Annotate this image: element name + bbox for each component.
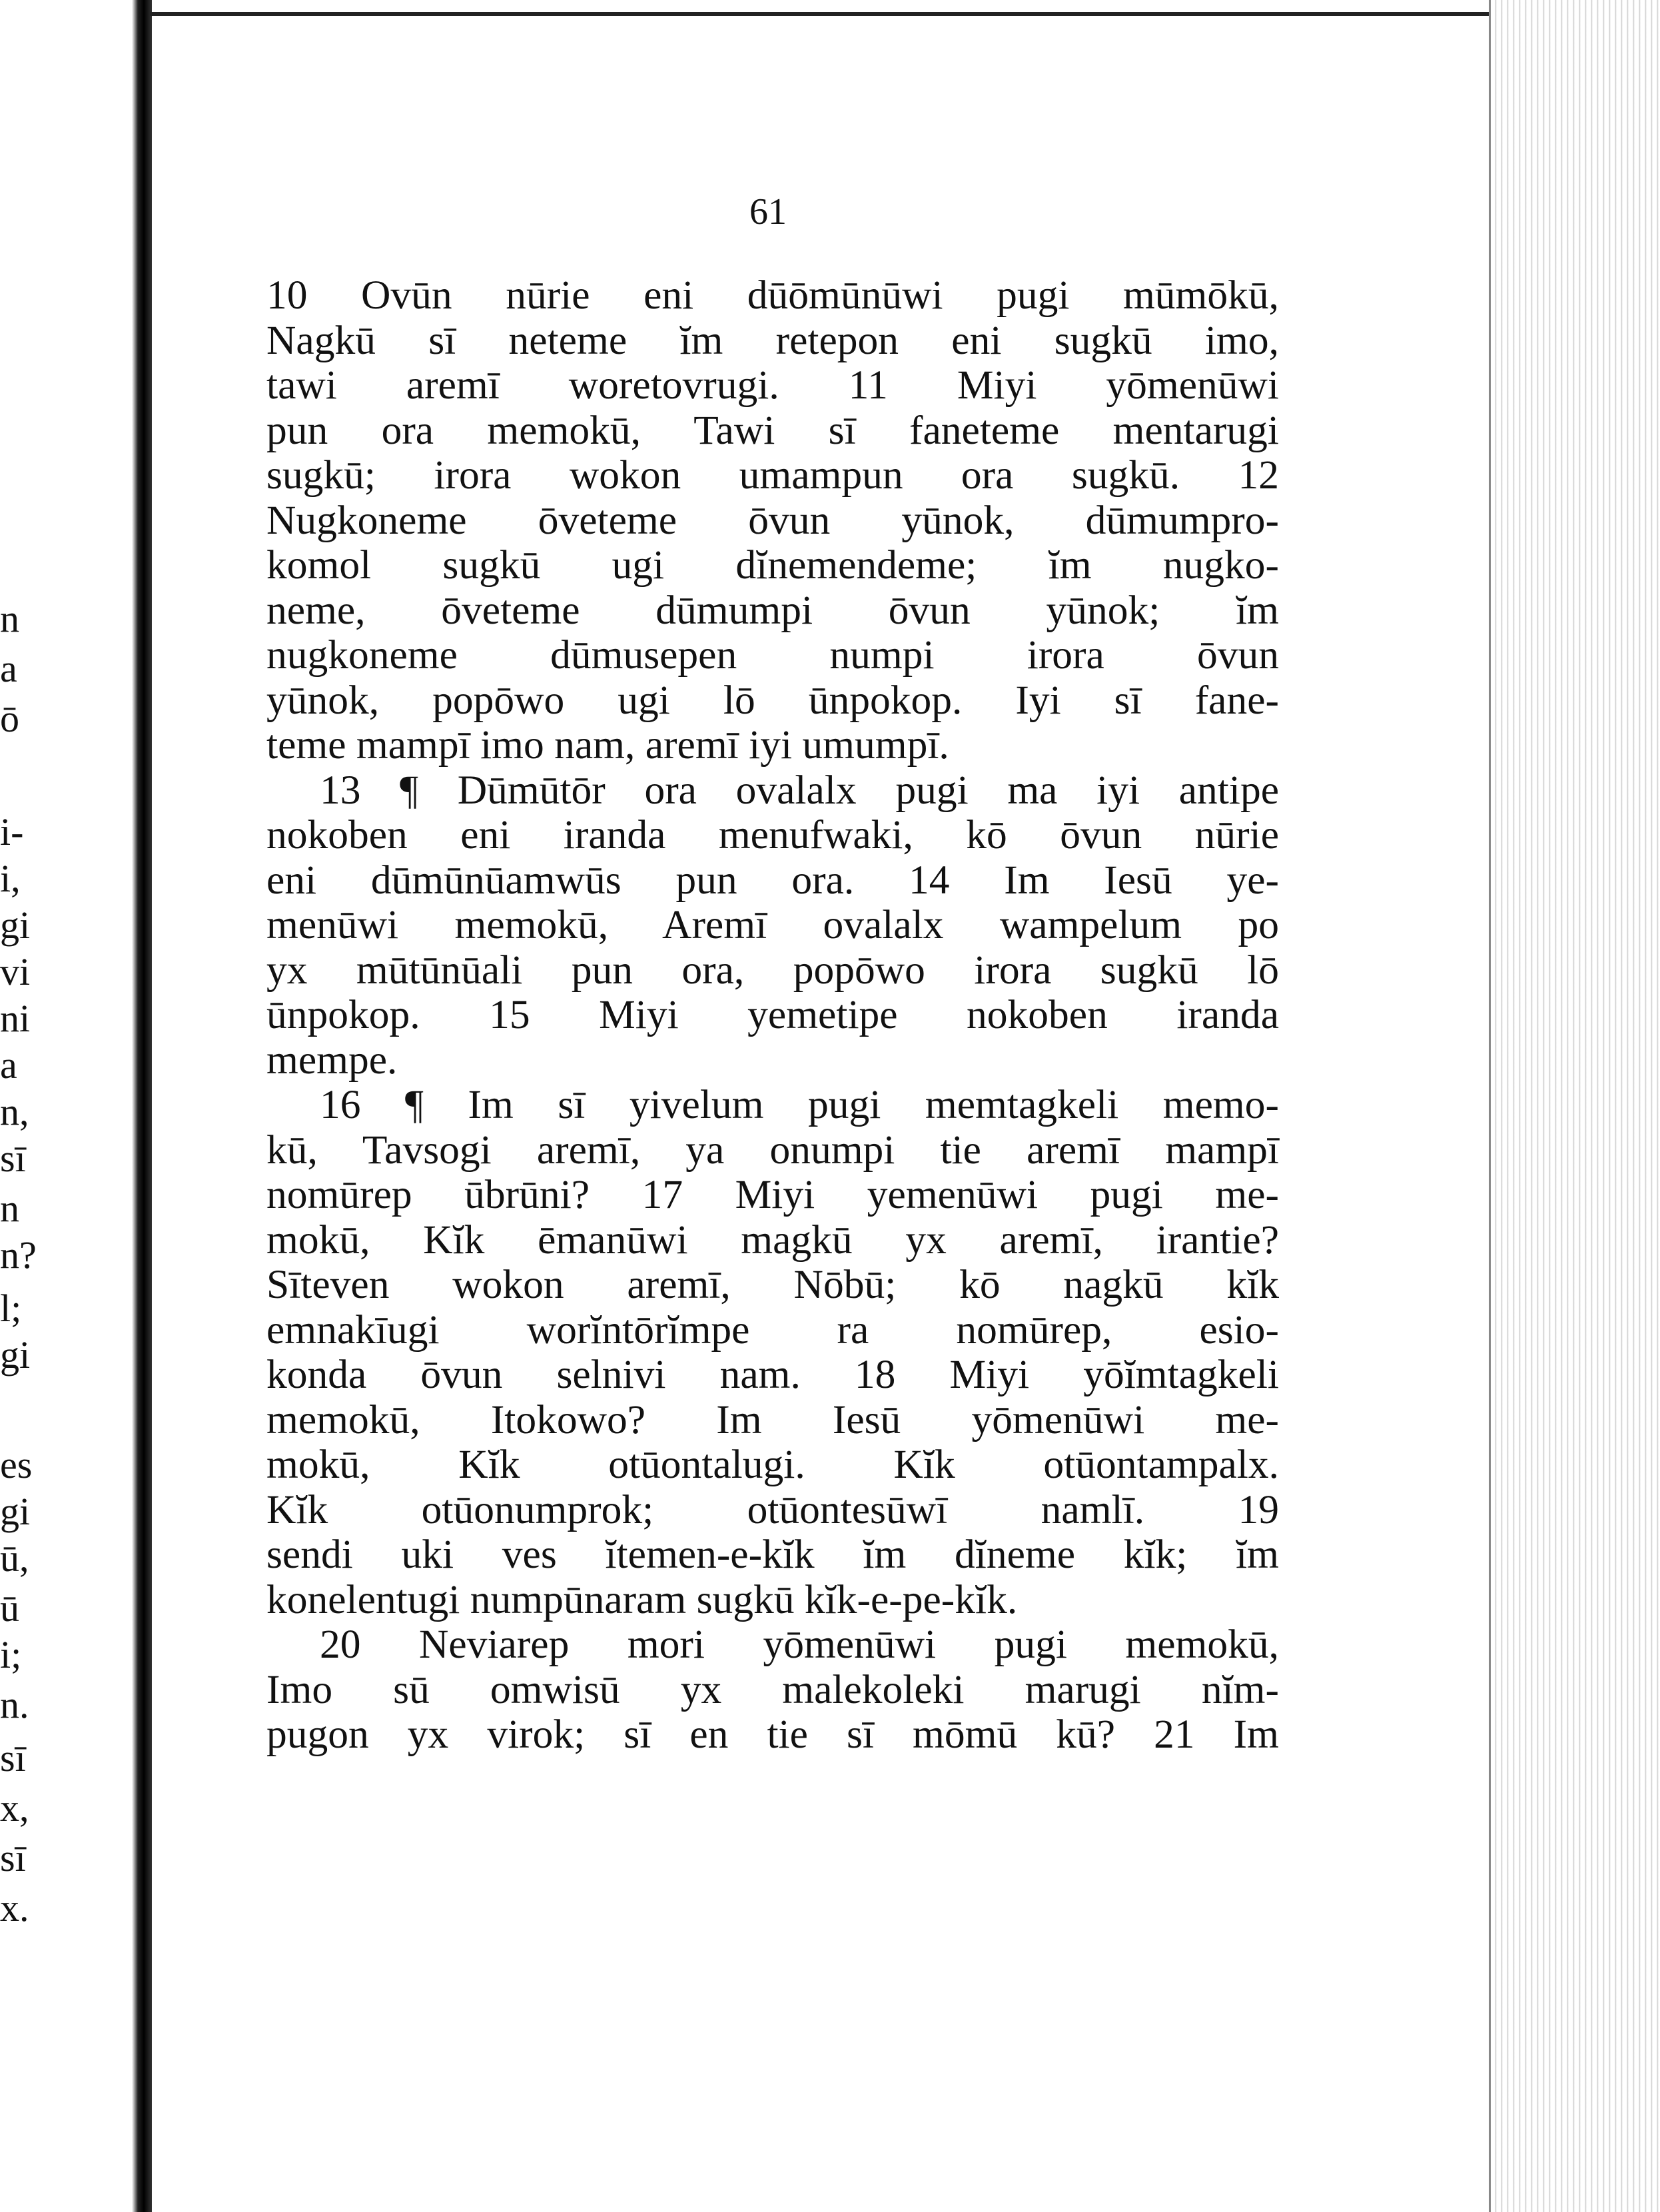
left-page-text-fragment: n, <box>0 1090 29 1133</box>
text-line: neme, ōveteme dūmumpi ōvun yūnok; ĭm <box>266 587 1279 633</box>
text-line: yūnok, popōwo ugi lō ūnpokop. Iyi sī fane- <box>266 677 1279 723</box>
left-page-text-fragment: es <box>0 1443 33 1486</box>
text-line: nomūrep ūbrūni? 17 Miyi yemenūwi pugi me- <box>266 1172 1279 1217</box>
text-line: mempe. <box>266 1037 398 1083</box>
left-page-text-fragment: gi <box>0 903 31 947</box>
left-page-text-fragment: x. <box>0 1886 29 1930</box>
page-top-edge <box>150 12 1660 16</box>
text-line: tawi aremī woretovrugi. 11 Miyi yōmenūwi <box>266 362 1279 408</box>
left-page-text-fragment: i- <box>0 810 24 853</box>
left-page-text-fragment: ū, <box>0 1536 29 1580</box>
left-page-text-fragment: n <box>0 597 19 640</box>
text-line: 20 Neviarep mori yōmenūwi pugi memokū, <box>320 1622 1279 1667</box>
left-page-text-fragment: a <box>0 647 17 690</box>
left-page-text-fragment: ni <box>0 997 31 1040</box>
text-line: komol sugkū ugi dĭnemendeme; ĭm nugko- <box>266 542 1279 588</box>
text-line: Nagkū sī neteme ĭm retepon eni sugkū imo, <box>266 317 1279 363</box>
left-page-text-fragment: sī <box>0 1836 26 1880</box>
text-line: 16 ¶ Im sī yivelum pugi memtagkeli memo- <box>320 1082 1279 1127</box>
text-line: kū, Tavsogi aremī, ya onumpi tie aremī mampī <box>266 1127 1279 1173</box>
text-line: sendi uki ves ĭtemen-e-kĭk ĭm dĭneme kĭk; ĭm <box>266 1532 1279 1577</box>
left-page-fragment <box>0 0 137 2212</box>
left-page-text-fragment: gi <box>0 1490 31 1533</box>
left-page-text-fragment: vi <box>0 950 31 993</box>
text-line: 13 ¶ Dūmūtōr ora ovalalx pugi ma iyi antipe <box>320 767 1279 813</box>
text-line: Nugkoneme ōveteme ōvun yūnok, dūmumpro- <box>266 497 1279 543</box>
text-line: teme mampī imo nam, aremī iyi umumpī. <box>266 722 949 768</box>
text-line: nokoben eni iranda menufwaki, kō ōvun nūrie <box>266 812 1279 857</box>
text-line: Imo sū omwisū yx malekoleki marugi nĭm- <box>266 1666 1279 1712</box>
left-page-text-fragment: x, <box>0 1786 29 1830</box>
text-line: pun ora memokū, Tawi sī faneteme mentarugi <box>266 407 1279 453</box>
left-page-text-fragment: i, <box>0 857 21 900</box>
text-line: nugkoneme dūmusepen numpi irora ōvun <box>266 632 1279 678</box>
text-line: sugkū; irora wokon umampun ora sugkū. 12 <box>266 452 1279 498</box>
text-line: pugon yx virok; sī en tie sī mōmū kū? 21 Im <box>266 1712 1279 1757</box>
left-page-text-fragment: sī <box>0 1137 26 1180</box>
left-page-text-fragment: gi <box>0 1333 31 1377</box>
book-gutter <box>132 0 152 2212</box>
text-line: memokū, Itokowo? Im Iesū yōmenūwi me- <box>266 1396 1279 1442</box>
text-line: 10 Ovūn nūrie eni dūōmūnūwi pugi mūmōkū, <box>266 273 1279 318</box>
left-page-text-fragment: n <box>0 1187 19 1230</box>
text-line: mokū, Kĭk otūontalugi. Kĭk otūontampalx. <box>266 1442 1279 1487</box>
left-page-text-fragment: i; <box>0 1633 22 1676</box>
text-line: emnakīugi worĭntōrĭmpe ra nomūrep, esio- <box>266 1307 1279 1353</box>
text-line: ūnpokop. 15 Miyi yemetipe nokoben iranda <box>266 992 1279 1037</box>
left-page-text-fragment: ū <box>0 1586 19 1630</box>
text-line: konda ōvun selnivi nam. 18 Miyi yōĭmtagkeli <box>266 1352 1279 1397</box>
page-edges <box>1489 0 1660 2212</box>
text-line: konelentugi numpūnaram sugkū kĭk-e-pe-kĭk. <box>266 1576 1018 1622</box>
text-line: menūwi memokū, Aremī ovalalx wampelum po <box>266 902 1279 947</box>
left-page-text-fragment: a <box>0 1043 17 1087</box>
body-text <box>266 273 1279 1758</box>
text-line: yx mūtūnūali pun ora, popōwo irora sugkū lō <box>266 947 1279 993</box>
left-page-text-fragment: sī <box>0 1736 26 1780</box>
left-page-text-fragment: n? <box>0 1233 37 1277</box>
text-line: eni dūmūnūamwūs pun ora. 14 Im Iesū ye- <box>266 857 1279 903</box>
left-page-text-fragment: ō <box>0 697 19 740</box>
text-line: Sīteven wokon aremī, Nōbū; kō nagkū kĭk <box>266 1262 1279 1307</box>
page-number: 61 <box>749 191 787 233</box>
text-line: Kĭk otūonumprok; otūontesūwī namlī. 19 <box>266 1486 1279 1532</box>
left-page-text-fragment: n. <box>0 1683 29 1726</box>
left-page-text-fragment: l; <box>0 1287 22 1330</box>
text-line: mokū, Kĭk ēmanūwi magkū yx aremī, irantie? <box>266 1217 1279 1263</box>
